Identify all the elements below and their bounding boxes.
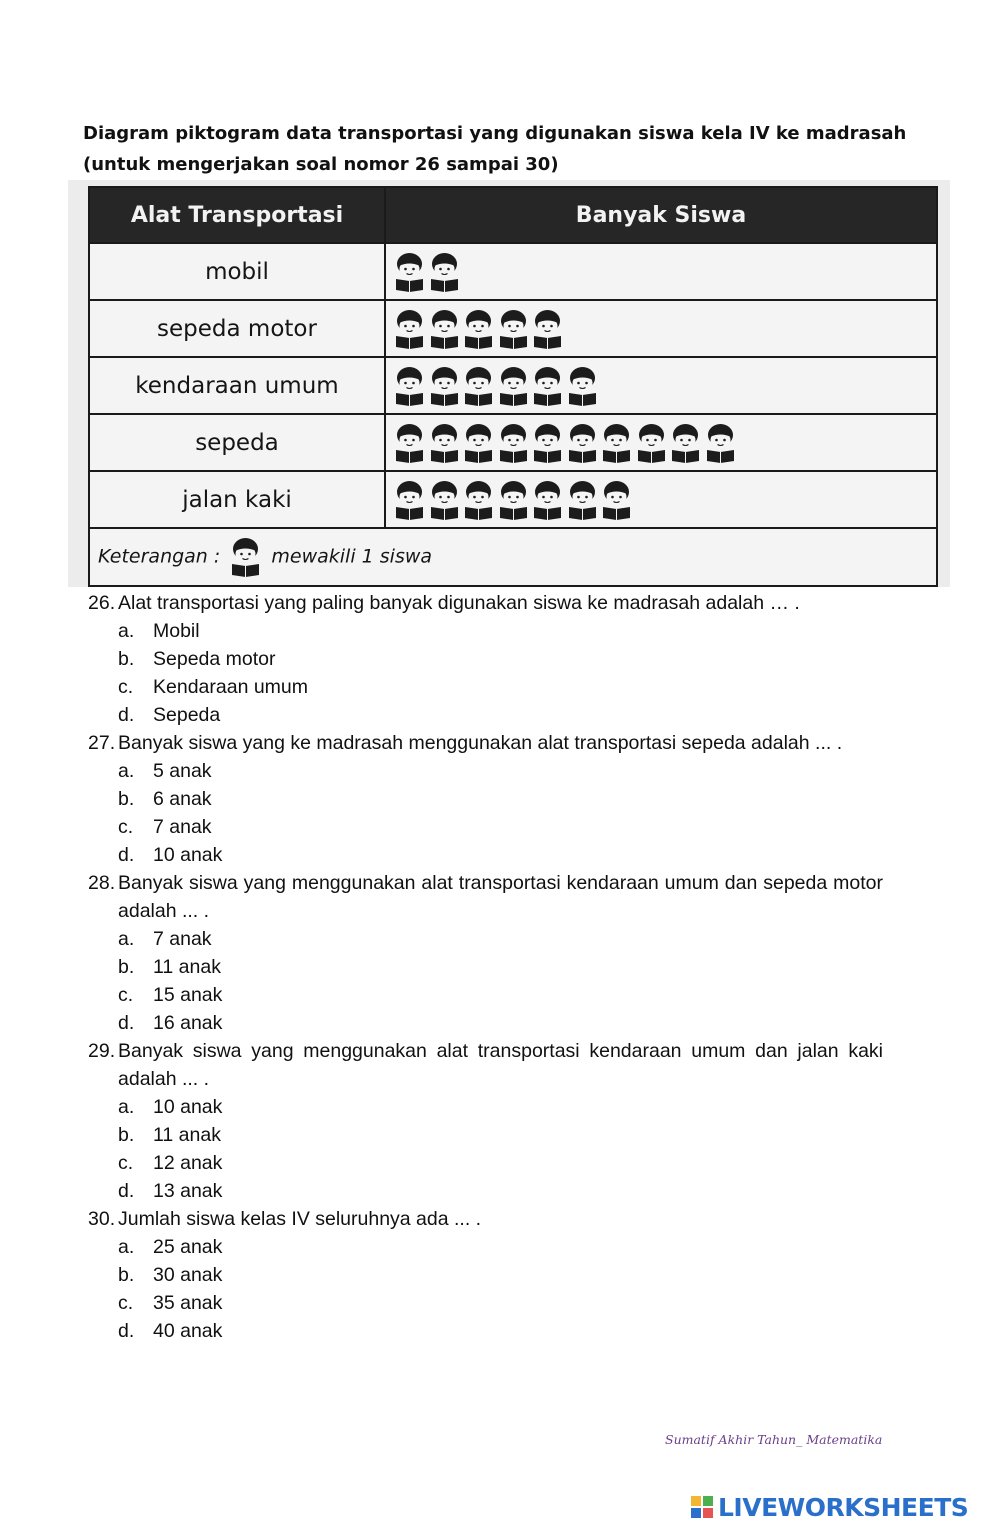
answer-option[interactable] — [88, 813, 883, 841]
option-letter: d. — [118, 1012, 135, 1034]
brand-name: LIVEWORKSHEETS — [718, 1492, 969, 1522]
answer-option[interactable] — [88, 925, 883, 953]
header-transport: Alat Transportasi — [89, 187, 385, 243]
option-text: 15 anak — [153, 984, 223, 1006]
option-letter: a. — [118, 1096, 135, 1118]
answer-option[interactable] — [88, 981, 883, 1009]
answer-option[interactable] — [88, 1261, 883, 1289]
option-text: Sepeda motor — [153, 648, 276, 670]
answer-option[interactable] — [88, 757, 883, 785]
answer-option[interactable] — [88, 785, 883, 813]
pictogram-legend — [89, 528, 937, 586]
category-icons — [385, 471, 937, 528]
legend-suffix: mewakili 1 siswa — [271, 545, 433, 568]
answer-option[interactable] — [88, 841, 883, 869]
student-reading-icon — [532, 309, 563, 349]
category-icons — [385, 243, 937, 300]
option-letter: d. — [118, 704, 135, 726]
option-letter: d. — [118, 844, 135, 866]
student-reading-icon — [601, 480, 632, 520]
student-reading-icon — [498, 423, 529, 463]
option-text: 10 anak — [153, 1096, 223, 1118]
option-text: Kendaraan umum — [153, 676, 309, 698]
question — [88, 1205, 883, 1233]
page-title — [83, 118, 943, 180]
student-reading-icon — [567, 366, 598, 406]
answer-option[interactable] — [88, 1093, 883, 1121]
category-label: sepeda motor — [89, 300, 385, 357]
question-text: Banyak siswa yang menggunakan alat transportasi kendaraan umum dan sepeda motor adalah ... . — [118, 872, 883, 922]
header-count: Banyak Siswa — [385, 187, 937, 243]
option-text: 13 anak — [153, 1180, 223, 1202]
question-text: Alat transportasi yang paling banyak digunakan siswa ke madrasah adalah … . — [118, 592, 800, 614]
category-label: kendaraan umum — [89, 357, 385, 414]
option-text: 10 anak — [153, 844, 223, 866]
question-number: 27. — [88, 732, 116, 754]
category-label: jalan kaki — [89, 471, 385, 528]
option-letter: b. — [118, 956, 135, 978]
legend-prefix: Keterangan : — [98, 545, 221, 568]
pictogram-rows — [89, 243, 937, 528]
brand-footer — [690, 1492, 968, 1522]
option-letter: c. — [118, 1152, 134, 1174]
question-number: 30. — [88, 1208, 116, 1230]
student-reading-icon — [429, 423, 460, 463]
option-text: 11 anak — [153, 1124, 221, 1146]
option-letter: a. — [118, 620, 135, 642]
pictogram-table — [88, 186, 938, 587]
answer-option[interactable] — [88, 701, 883, 729]
option-text: 6 anak — [153, 788, 212, 810]
student-reading-icon — [498, 366, 529, 406]
student-reading-icon — [705, 423, 736, 463]
student-reading-icon — [532, 366, 563, 406]
answer-option[interactable] — [88, 1009, 883, 1037]
student-reading-icon — [601, 423, 632, 463]
pictogram — [68, 180, 950, 587]
option-letter: c. — [118, 984, 134, 1006]
student-reading-icon — [394, 423, 425, 463]
option-letter: b. — [118, 1124, 135, 1146]
answer-option[interactable] — [88, 1149, 883, 1177]
student-reading-icon — [498, 480, 529, 520]
student-reading-icon — [567, 423, 598, 463]
option-text: 30 anak — [153, 1264, 223, 1286]
answer-option[interactable] — [88, 1317, 883, 1345]
option-text: 25 anak — [153, 1236, 223, 1258]
pictogram-row — [89, 414, 937, 471]
answer-option[interactable] — [88, 1177, 883, 1205]
question — [88, 869, 883, 925]
student-reading-icon — [429, 309, 460, 349]
option-text: 12 anak — [153, 1152, 223, 1174]
option-letter: c. — [118, 816, 134, 838]
option-letter: b. — [118, 648, 135, 670]
student-reading-icon — [394, 252, 425, 292]
option-text: 7 anak — [153, 928, 212, 950]
answer-option[interactable] — [88, 1289, 883, 1317]
option-letter: b. — [118, 1264, 135, 1286]
footer-note: Sumatif Akhir Tahun_ Matematika — [665, 1432, 883, 1447]
question-list — [88, 589, 883, 1345]
liveworksheets-logo-icon — [690, 1495, 714, 1519]
option-text: 7 anak — [153, 816, 212, 838]
option-letter: b. — [118, 788, 135, 810]
question-text: Jumlah siswa kelas IV seluruhnya ada ... . — [118, 1208, 482, 1230]
student-reading-icon — [670, 423, 701, 463]
student-reading-icon — [429, 252, 460, 292]
student-reading-icon — [532, 423, 563, 463]
student-reading-icon — [636, 423, 667, 463]
option-letter: a. — [118, 928, 135, 950]
pictogram-row — [89, 357, 937, 414]
category-icons — [385, 300, 937, 357]
answer-option[interactable] — [88, 1233, 883, 1261]
student-reading-icon — [230, 537, 261, 577]
option-text: Mobil — [153, 620, 200, 642]
option-letter: a. — [118, 760, 135, 782]
student-reading-icon — [498, 309, 529, 349]
option-letter: a. — [118, 1236, 135, 1258]
category-icons — [385, 357, 937, 414]
student-reading-icon — [394, 366, 425, 406]
category-label: sepeda — [89, 414, 385, 471]
pictogram-row — [89, 300, 937, 357]
student-reading-icon — [532, 480, 563, 520]
student-reading-icon — [463, 366, 494, 406]
title-line-1: Diagram piktogram data transportasi yang digunakan siswa kela IV ke madrasah — [83, 123, 907, 144]
answer-option[interactable] — [88, 645, 883, 673]
category-label: mobil — [89, 243, 385, 300]
question-text: Banyak siswa yang menggunakan alat transportasi kendaraan umum dan jalan kaki adalah ... . — [118, 1040, 883, 1090]
option-text: 40 anak — [153, 1320, 223, 1342]
title-line-2: (untuk mengerjakan soal nomor 26 sampai 30) — [83, 154, 559, 175]
pictogram-row — [89, 471, 937, 528]
option-text: 11 anak — [153, 956, 221, 978]
category-icons — [385, 414, 937, 471]
student-reading-icon — [394, 480, 425, 520]
answer-option[interactable] — [88, 1121, 883, 1149]
student-reading-icon — [429, 366, 460, 406]
answer-option[interactable] — [88, 617, 883, 645]
option-letter: d. — [118, 1180, 135, 1202]
option-text: 35 anak — [153, 1292, 223, 1314]
question-number: 26. — [88, 592, 116, 614]
student-reading-icon — [429, 480, 460, 520]
question — [88, 589, 883, 617]
option-text: Sepeda — [153, 704, 221, 726]
question-text: Banyak siswa yang ke madrasah menggunakan alat transportasi sepeda adalah ... . — [118, 732, 843, 754]
answer-option[interactable] — [88, 673, 883, 701]
question-number: 28. — [88, 872, 116, 894]
student-reading-icon — [463, 309, 494, 349]
option-text: 5 anak — [153, 760, 212, 782]
question — [88, 1037, 883, 1093]
answer-option[interactable] — [88, 953, 883, 981]
option-text: 16 anak — [153, 1012, 223, 1034]
student-reading-icon — [463, 480, 494, 520]
student-reading-icon — [567, 480, 598, 520]
student-reading-icon — [394, 309, 425, 349]
option-letter: c. — [118, 676, 134, 698]
pictogram-row — [89, 243, 937, 300]
question-number: 29. — [88, 1040, 116, 1062]
student-reading-icon — [463, 423, 494, 463]
option-letter: c. — [118, 1292, 134, 1314]
option-letter: d. — [118, 1320, 135, 1342]
question — [88, 729, 883, 757]
